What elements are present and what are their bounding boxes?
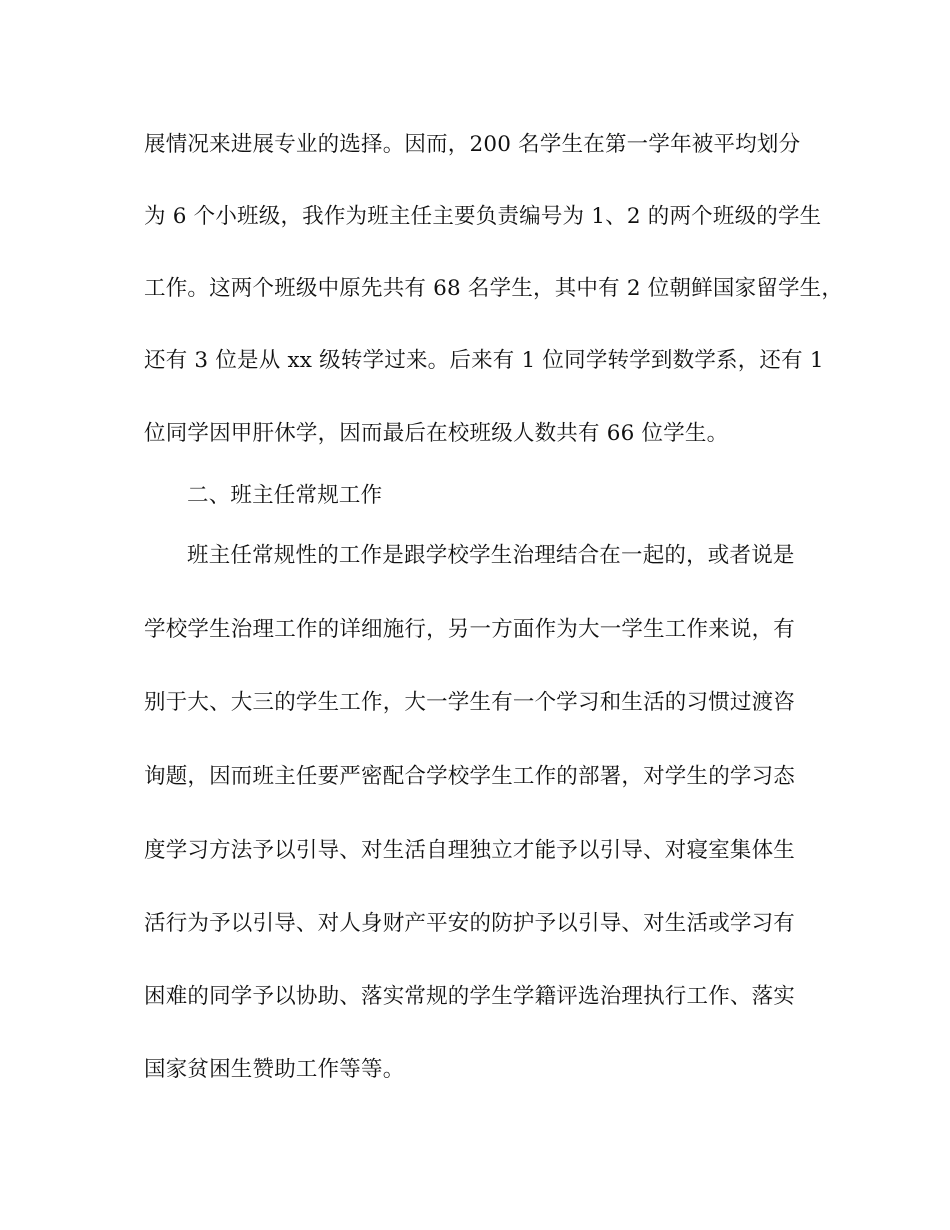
paragraph-line: 为 6 个小班级，我作为班主任主要负责编号为 1、2 的两个班级的学生 xyxy=(144,204,822,229)
paragraph-line: 度学习方法予以引导、对生活自理独立才能予以引导、对寝室集体生 xyxy=(144,838,796,863)
section-heading: 二、班主任常规工作 xyxy=(187,483,383,508)
paragraph-line: 困难的同学予以协助、落实常规的学生学籍评选治理执行工作、落实 xyxy=(144,984,796,1009)
paragraph-line: 工作。这两个班级中原先共有 68 名学生，其中有 2 位朝鲜国家留学生， xyxy=(144,276,844,301)
paragraph-line: 询题，因而班主任要严密配合学校学生工作的部署，对学生的学习态 xyxy=(144,764,796,789)
paragraph-line: 学校学生治理工作的详细施行，另一方面作为大一学生工作来说，有 xyxy=(144,617,796,642)
paragraph-line: 展情况来进展专业的选择。因而，200 名学生在第一学年被平均划分 xyxy=(144,132,801,157)
paragraph-line: 活行为予以引导、对人身财产平安的防护予以引导、对生活或学习有 xyxy=(144,911,796,936)
paragraph-line: 班主任常规性的工作是跟学校学生治理结合在一起的，或者说是 xyxy=(187,543,795,568)
paragraph-line: 国家贫困生赞助工作等等。 xyxy=(144,1057,405,1082)
paragraph-line: 别于大、大三的学生工作，大一学生有一个学习和生活的习惯过渡咨 xyxy=(144,690,796,715)
paragraph-line: 还有 3 位是从 xx 级转学过来。后来有 1 位同学转学到数学系，还有 1 xyxy=(144,348,824,373)
paragraph-line: 位同学因甲肝休学，因而最后在校班级人数共有 66 位学生。 xyxy=(144,421,729,446)
